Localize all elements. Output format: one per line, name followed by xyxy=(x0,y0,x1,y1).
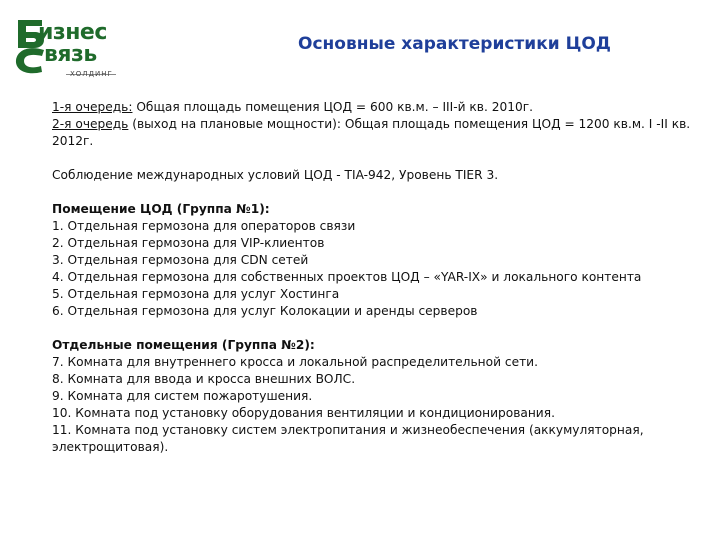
group-1-heading: Помещение ЦОД (Группа №1): xyxy=(52,202,270,216)
group-1-item: 3. Отдельная гермозона для CDN сетей xyxy=(52,253,309,267)
group-1-item: 1. Отдельная гермозона для операторов связи xyxy=(52,219,356,233)
phase-2-text: (выход на плановые мощности): Общая площадь помещения ЦОД = 1200 кв.м. I -II кв. 2012г. xyxy=(52,117,691,148)
group-2-item: 7. Комната для внутреннего кросса и локальной распределительной сети. xyxy=(52,355,538,369)
phase-2-label: 2-я очередь xyxy=(52,117,129,131)
phase-1-text: Общая площадь помещения ЦОД = 600 кв.м. – III-й кв. 2010г. xyxy=(132,100,534,114)
group-2-item: 9. Комната для систем пожаротушения. xyxy=(52,389,313,403)
group-1-item: 5. Отдельная гермозона для услуг Хостинга xyxy=(52,287,340,301)
group-1-item: 2. Отдельная гермозона для VIP-клиентов xyxy=(52,236,325,250)
group-1-item: 6. Отдельная гермозона для услуг Колокации и аренды серверов xyxy=(52,304,478,318)
company-logo xyxy=(8,14,128,80)
standards-line: Соблюдение международных условий ЦОД - TIA-942, Уровень TIER 3. xyxy=(52,168,499,182)
group-2-item: 8. Комната для ввода и кросса внешних ВОЛС. xyxy=(52,372,356,386)
phase-1-line xyxy=(52,99,692,116)
phase-2-line xyxy=(52,116,692,150)
logo-word-biznes: изнес xyxy=(38,20,107,45)
group-2-item: 10. Комната под установку оборудования вентиляции и кондиционирования. xyxy=(52,406,555,420)
logo-word-holding: ХОЛДИНГ xyxy=(70,70,113,78)
page-title: Основные характеристики ЦОД xyxy=(298,34,611,54)
phase-1-label: 1-я очередь: xyxy=(52,100,133,114)
logo-word-svyaz: вязь xyxy=(44,42,97,67)
main-content xyxy=(52,99,692,456)
group-2-item: 11. Комната под установку систем электропитания и жизнеобеспечения (аккумуляторная, электрощитовая). xyxy=(52,423,644,454)
group-1-item: 4. Отдельная гермозона для собственных проектов ЦОД – «YAR-IX» и локального контента xyxy=(52,270,642,284)
group-2-heading: Отдельные помещения (Группа №2): xyxy=(52,338,315,352)
